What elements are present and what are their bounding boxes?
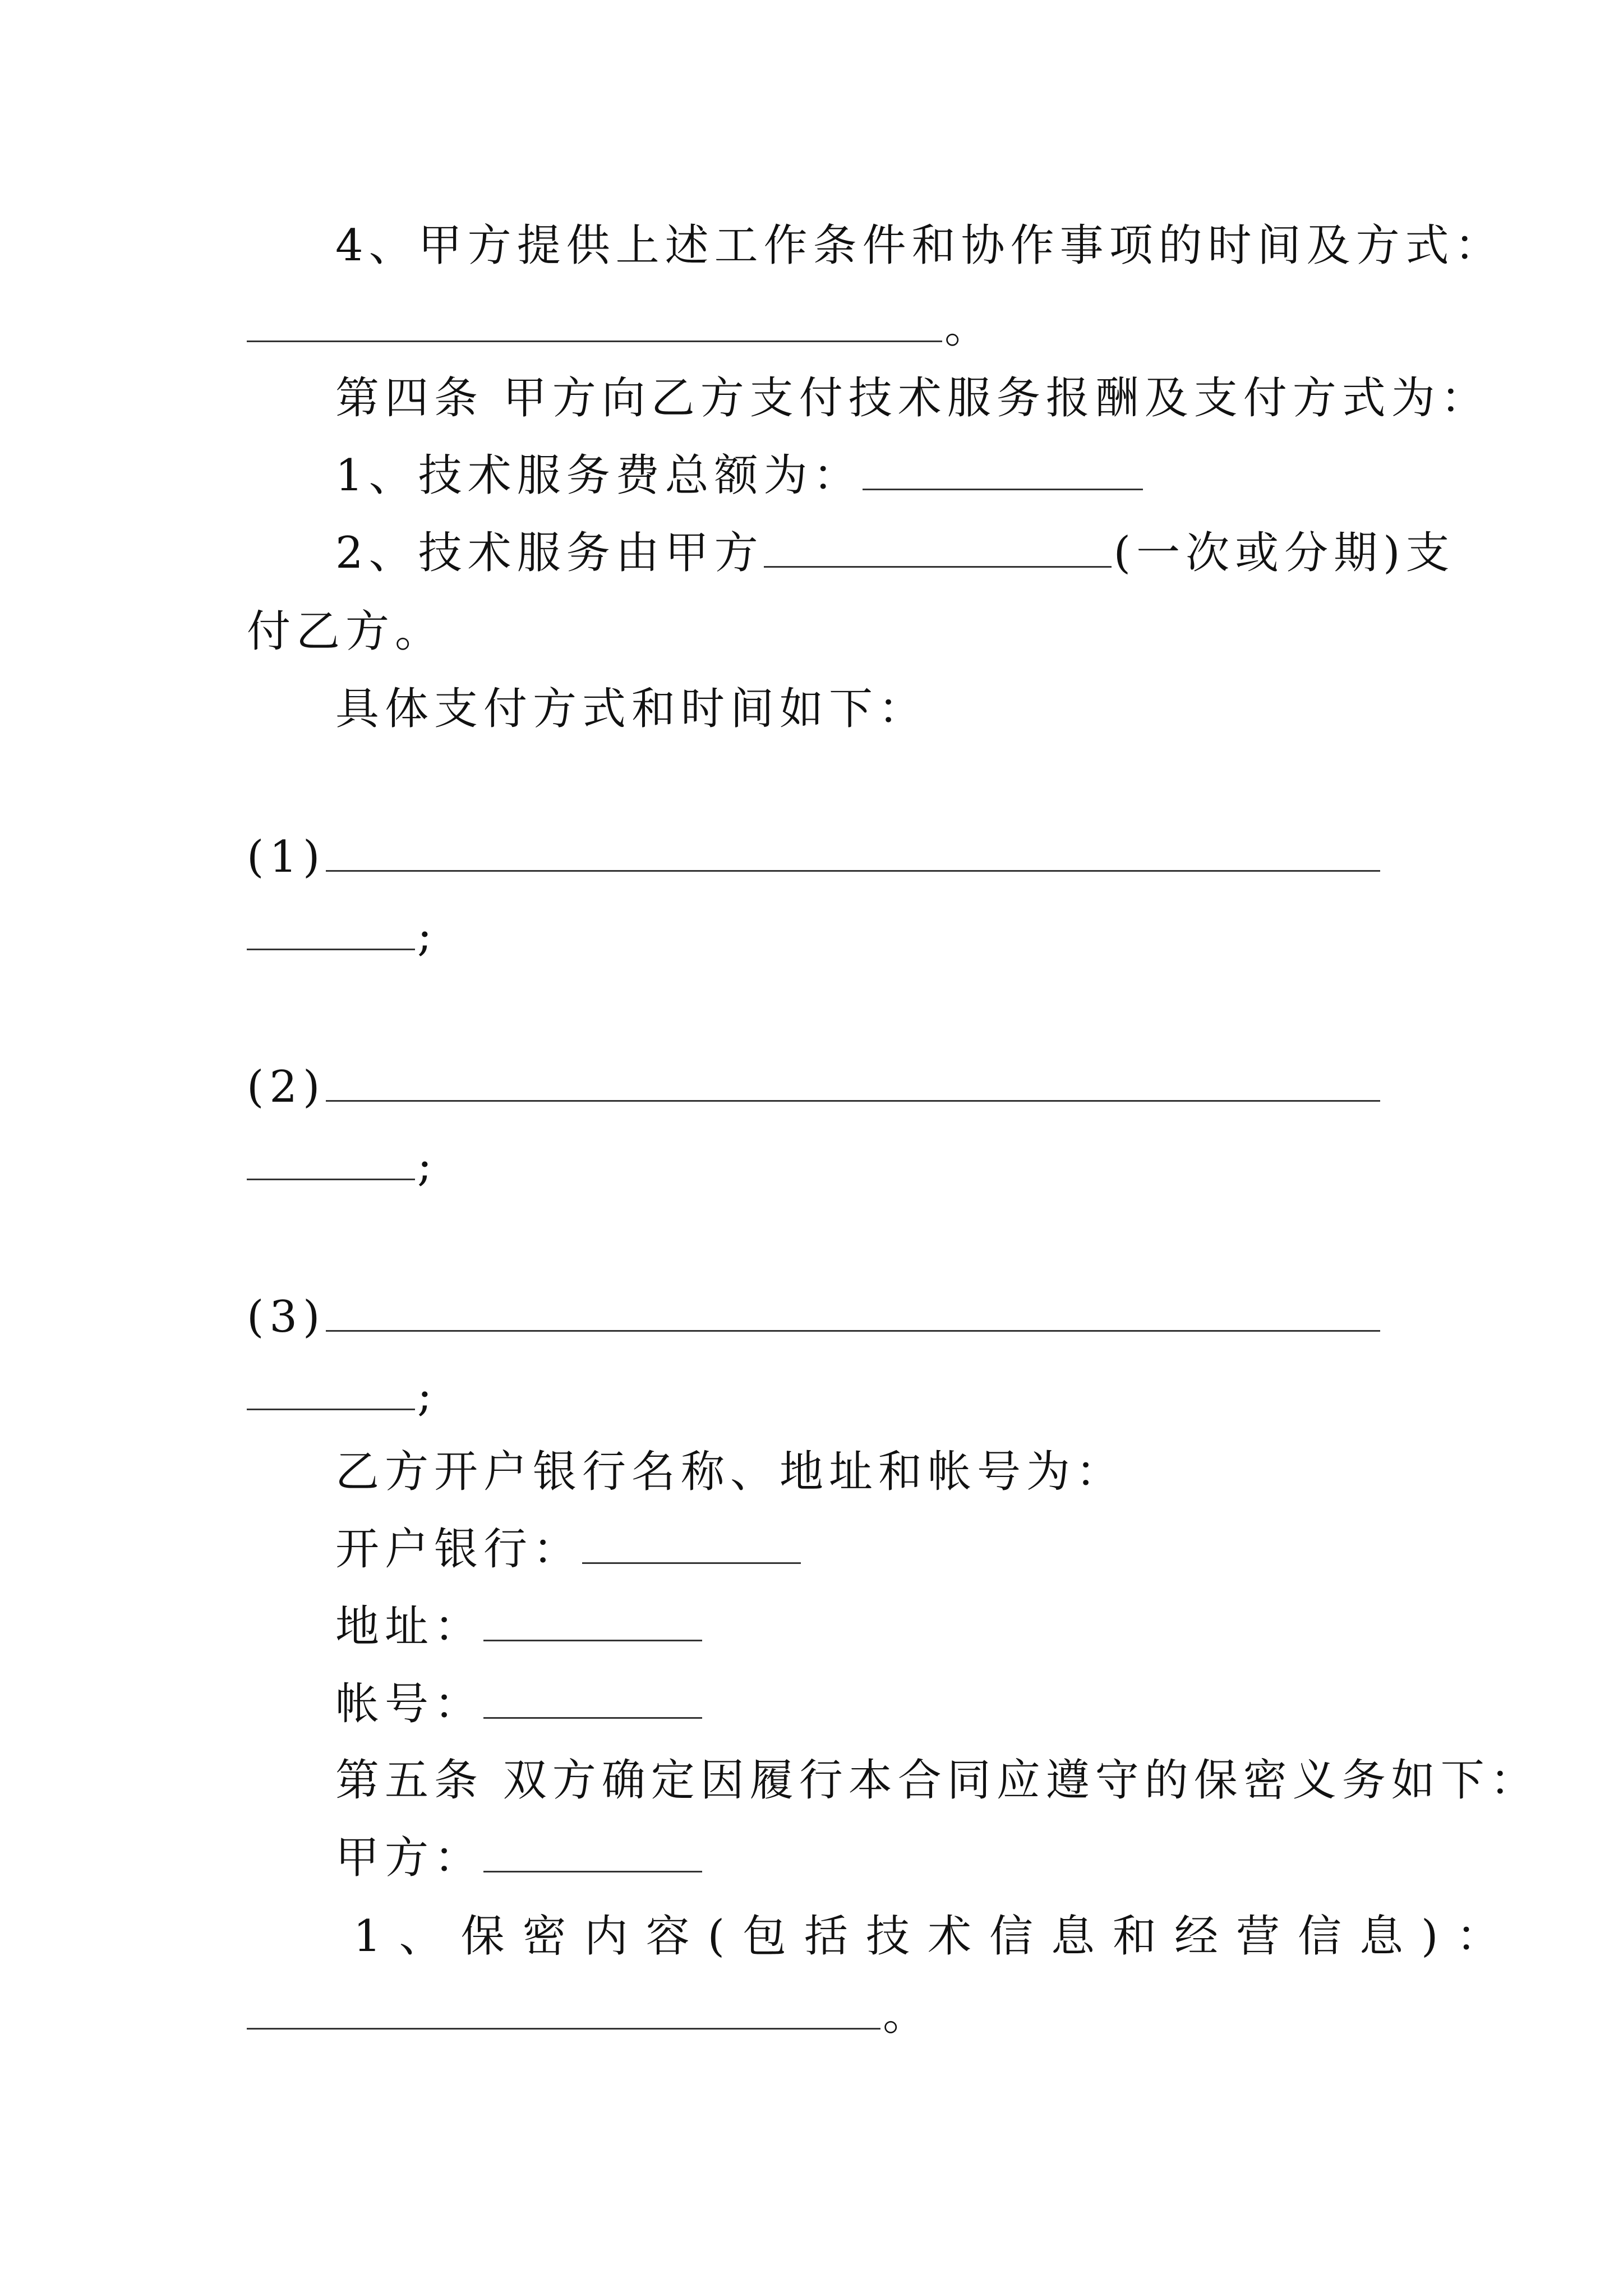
secret-end: 。 xyxy=(883,1990,933,2040)
item4-end: 。 xyxy=(944,302,994,353)
item4-blank[interactable] xyxy=(247,306,942,342)
item4-blank-line xyxy=(247,301,994,355)
address-blank[interactable] xyxy=(483,1605,702,1641)
pay-item-1 xyxy=(247,830,1382,884)
pay-item-2 xyxy=(247,1060,1382,1114)
pay-item-1-blank[interactable] xyxy=(326,835,1380,872)
pay-item-2-semicolon: ; xyxy=(417,1140,438,1191)
fee-total-line xyxy=(335,449,1145,503)
bank-blank[interactable] xyxy=(582,1527,801,1564)
article4-heading: 第四条 甲方向乙方支付技术服务报酬及支付方式为： xyxy=(335,373,1490,424)
bank-line xyxy=(335,1522,803,1576)
pay-method-blank[interactable] xyxy=(764,531,1112,568)
article5-heading: 第五条 双方确定因履行本合同应遵守的保密义务如下： xyxy=(335,1755,1539,1806)
pay-item-3-blank[interactable] xyxy=(326,1295,1380,1332)
pay-item-1-cont xyxy=(247,909,437,963)
pay-item-3 xyxy=(247,1290,1382,1344)
fee-total-blank[interactable] xyxy=(863,454,1143,490)
party-a-label: 甲方： xyxy=(335,1833,484,1883)
account-line xyxy=(335,1677,704,1731)
pay-item-3-semicolon: ; xyxy=(417,1370,438,1421)
secret-blank[interactable] xyxy=(247,1993,880,2030)
secret-blank-line xyxy=(247,1988,932,2042)
fee-total-label: 1、技术服务费总额为： xyxy=(335,450,863,501)
pay-method-suffix: (一次或分期)支 xyxy=(1113,528,1455,578)
pay-method-line xyxy=(335,526,1455,580)
pay-item-2-cont xyxy=(247,1139,437,1193)
address-line xyxy=(335,1600,704,1654)
bank-label: 开户银行： xyxy=(335,1524,583,1575)
pay-method-cont: 付乙方。 xyxy=(247,606,445,657)
pay-item-2-blank[interactable] xyxy=(326,1065,1380,1102)
pay-method-prefix: 2、技术服务由甲方 xyxy=(335,528,764,578)
item4-text: 4、甲方提供上述工作条件和协作事项的时间及方式： xyxy=(335,220,1504,271)
detail-heading: 具体支付方式和时间如下： xyxy=(335,684,928,734)
secret-content-text: 1、保密内容(包括技术信息和经营信息)： xyxy=(353,1911,1518,1962)
party-a-line xyxy=(335,1831,704,1885)
pay-item-1-label: (1) xyxy=(247,832,326,882)
pay-item-1-semicolon: ; xyxy=(417,910,438,961)
party-a-blank[interactable] xyxy=(483,1836,702,1872)
address-label: 地址： xyxy=(335,1602,484,1652)
bank-heading: 乙方开户银行名称、地址和帐号为： xyxy=(335,1447,1126,1497)
pay-item-2-blank-cont[interactable] xyxy=(247,1144,415,1180)
pay-item-3-cont xyxy=(247,1369,437,1423)
pay-item-1-blank-cont[interactable] xyxy=(247,914,415,950)
pay-item-3-blank-cont[interactable] xyxy=(247,1374,415,1410)
pay-item-2-label: (2) xyxy=(247,1062,326,1112)
pay-item-3-label: (3) xyxy=(247,1292,326,1342)
account-blank[interactable] xyxy=(483,1682,702,1719)
account-label: 帐号： xyxy=(335,1679,484,1729)
